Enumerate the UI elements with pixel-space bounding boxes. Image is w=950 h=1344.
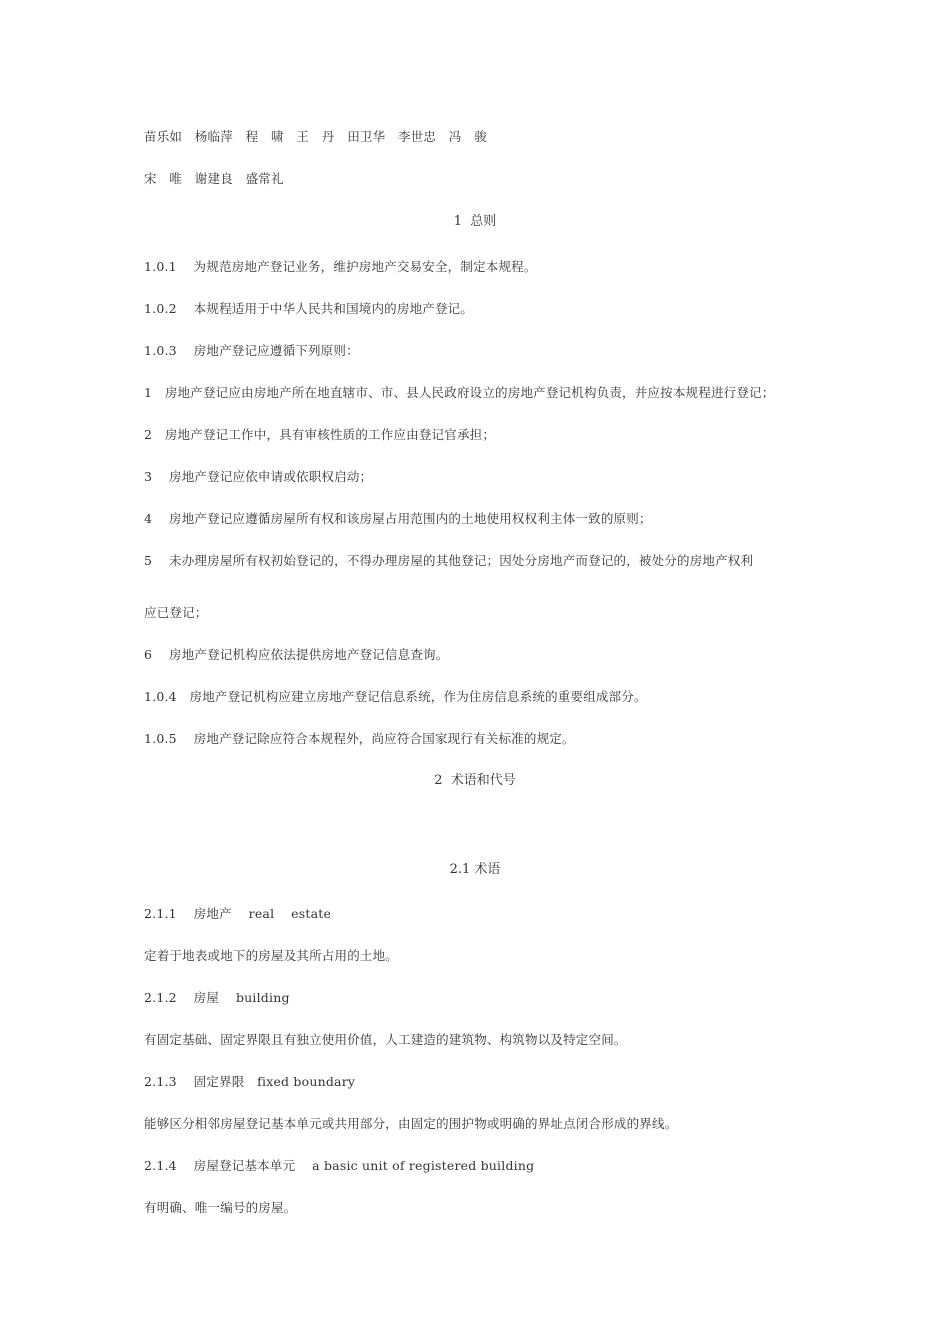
principle-5: 5 未办理房屋所有权初始登记的，不得办理房屋的其他登记；因处分房地产而登记的，被处分的房地产权利 — [144, 553, 754, 568]
clause-1-0-5: 1.0.5 房地产登记除应符合本规程外，尚应符合国家现行有关标准的规定。 — [144, 731, 575, 746]
term-2-1-2: 2.1.2 房屋 building — [144, 990, 290, 1005]
principle-6: 6 房地产登记机构应依法提供房地产登记信息查询。 — [144, 647, 449, 662]
clause-1-0-4: 1.0.4 房地产登记机构应建立房地产登记信息系统，作为住房信息系统的重要组成部分。 — [144, 689, 647, 704]
term-2-1-1-definition: 定着于地表或地下的房屋及其所占用的土地。 — [144, 948, 399, 963]
term-2-1-4-definition: 有明确、唯一编号的房屋。 — [144, 1200, 297, 1215]
clause-1-0-2: 1.0.2 本规程适用于中华人民共和国境内的房地产登记。 — [144, 301, 474, 316]
principle-3: 3 房地产登记应依申请或依职权启动； — [144, 469, 373, 484]
principle-2: 2 房地产登记工作中，具有审核性质的工作应由登记官承担； — [144, 427, 496, 442]
term-2-1-1: 2.1.1 房地产 real estate — [144, 906, 332, 921]
drafters-line-1: 苗乐如 杨临萍 程 啸 王 丹 田卫华 李世忠 冯 骏 — [144, 129, 487, 144]
principle-1: 1 房地产登记应由房地产所在地直辖市、市、县人民政府设立的房地产登记机构负责，并应按本规程进行登记； — [144, 385, 775, 400]
chapter-1-heading: 1 总则 — [453, 214, 497, 229]
chapter-2-heading: 2 术语和代号 — [434, 773, 516, 788]
clause-1-0-1: 1.0.1 为规范房地产登记业务，维护房地产交易安全，制定本规程。 — [144, 259, 537, 274]
drafters-line-2: 宋 唯 谢建良 盛常礼 — [144, 171, 284, 186]
term-2-1-3: 2.1.3 固定界限 fixed boundary — [144, 1074, 356, 1089]
clause-1-0-3: 1.0.3 房地产登记应遵循下列原则： — [144, 343, 359, 358]
term-2-1-2-definition: 有固定基础、固定界限且有独立使用价值，人工建造的建筑物、构筑物以及特定空间。 — [144, 1032, 627, 1047]
term-2-1-3-definition: 能够区分相邻房屋登记基本单元或共用部分，由固定的围护物或明确的界址点闭合形成的界线。 — [144, 1116, 678, 1131]
term-2-1-4: 2.1.4 房屋登记基本单元 a basic unit of registered building — [144, 1158, 535, 1173]
principle-4: 4 房地产登记应遵循房屋所有权和该房屋占用范围内的土地使用权权利主体一致的原则； — [144, 511, 652, 526]
principle-5-continued: 应已登记； — [144, 605, 208, 620]
section-2-1-heading: 2.1 术语 — [449, 862, 501, 877]
